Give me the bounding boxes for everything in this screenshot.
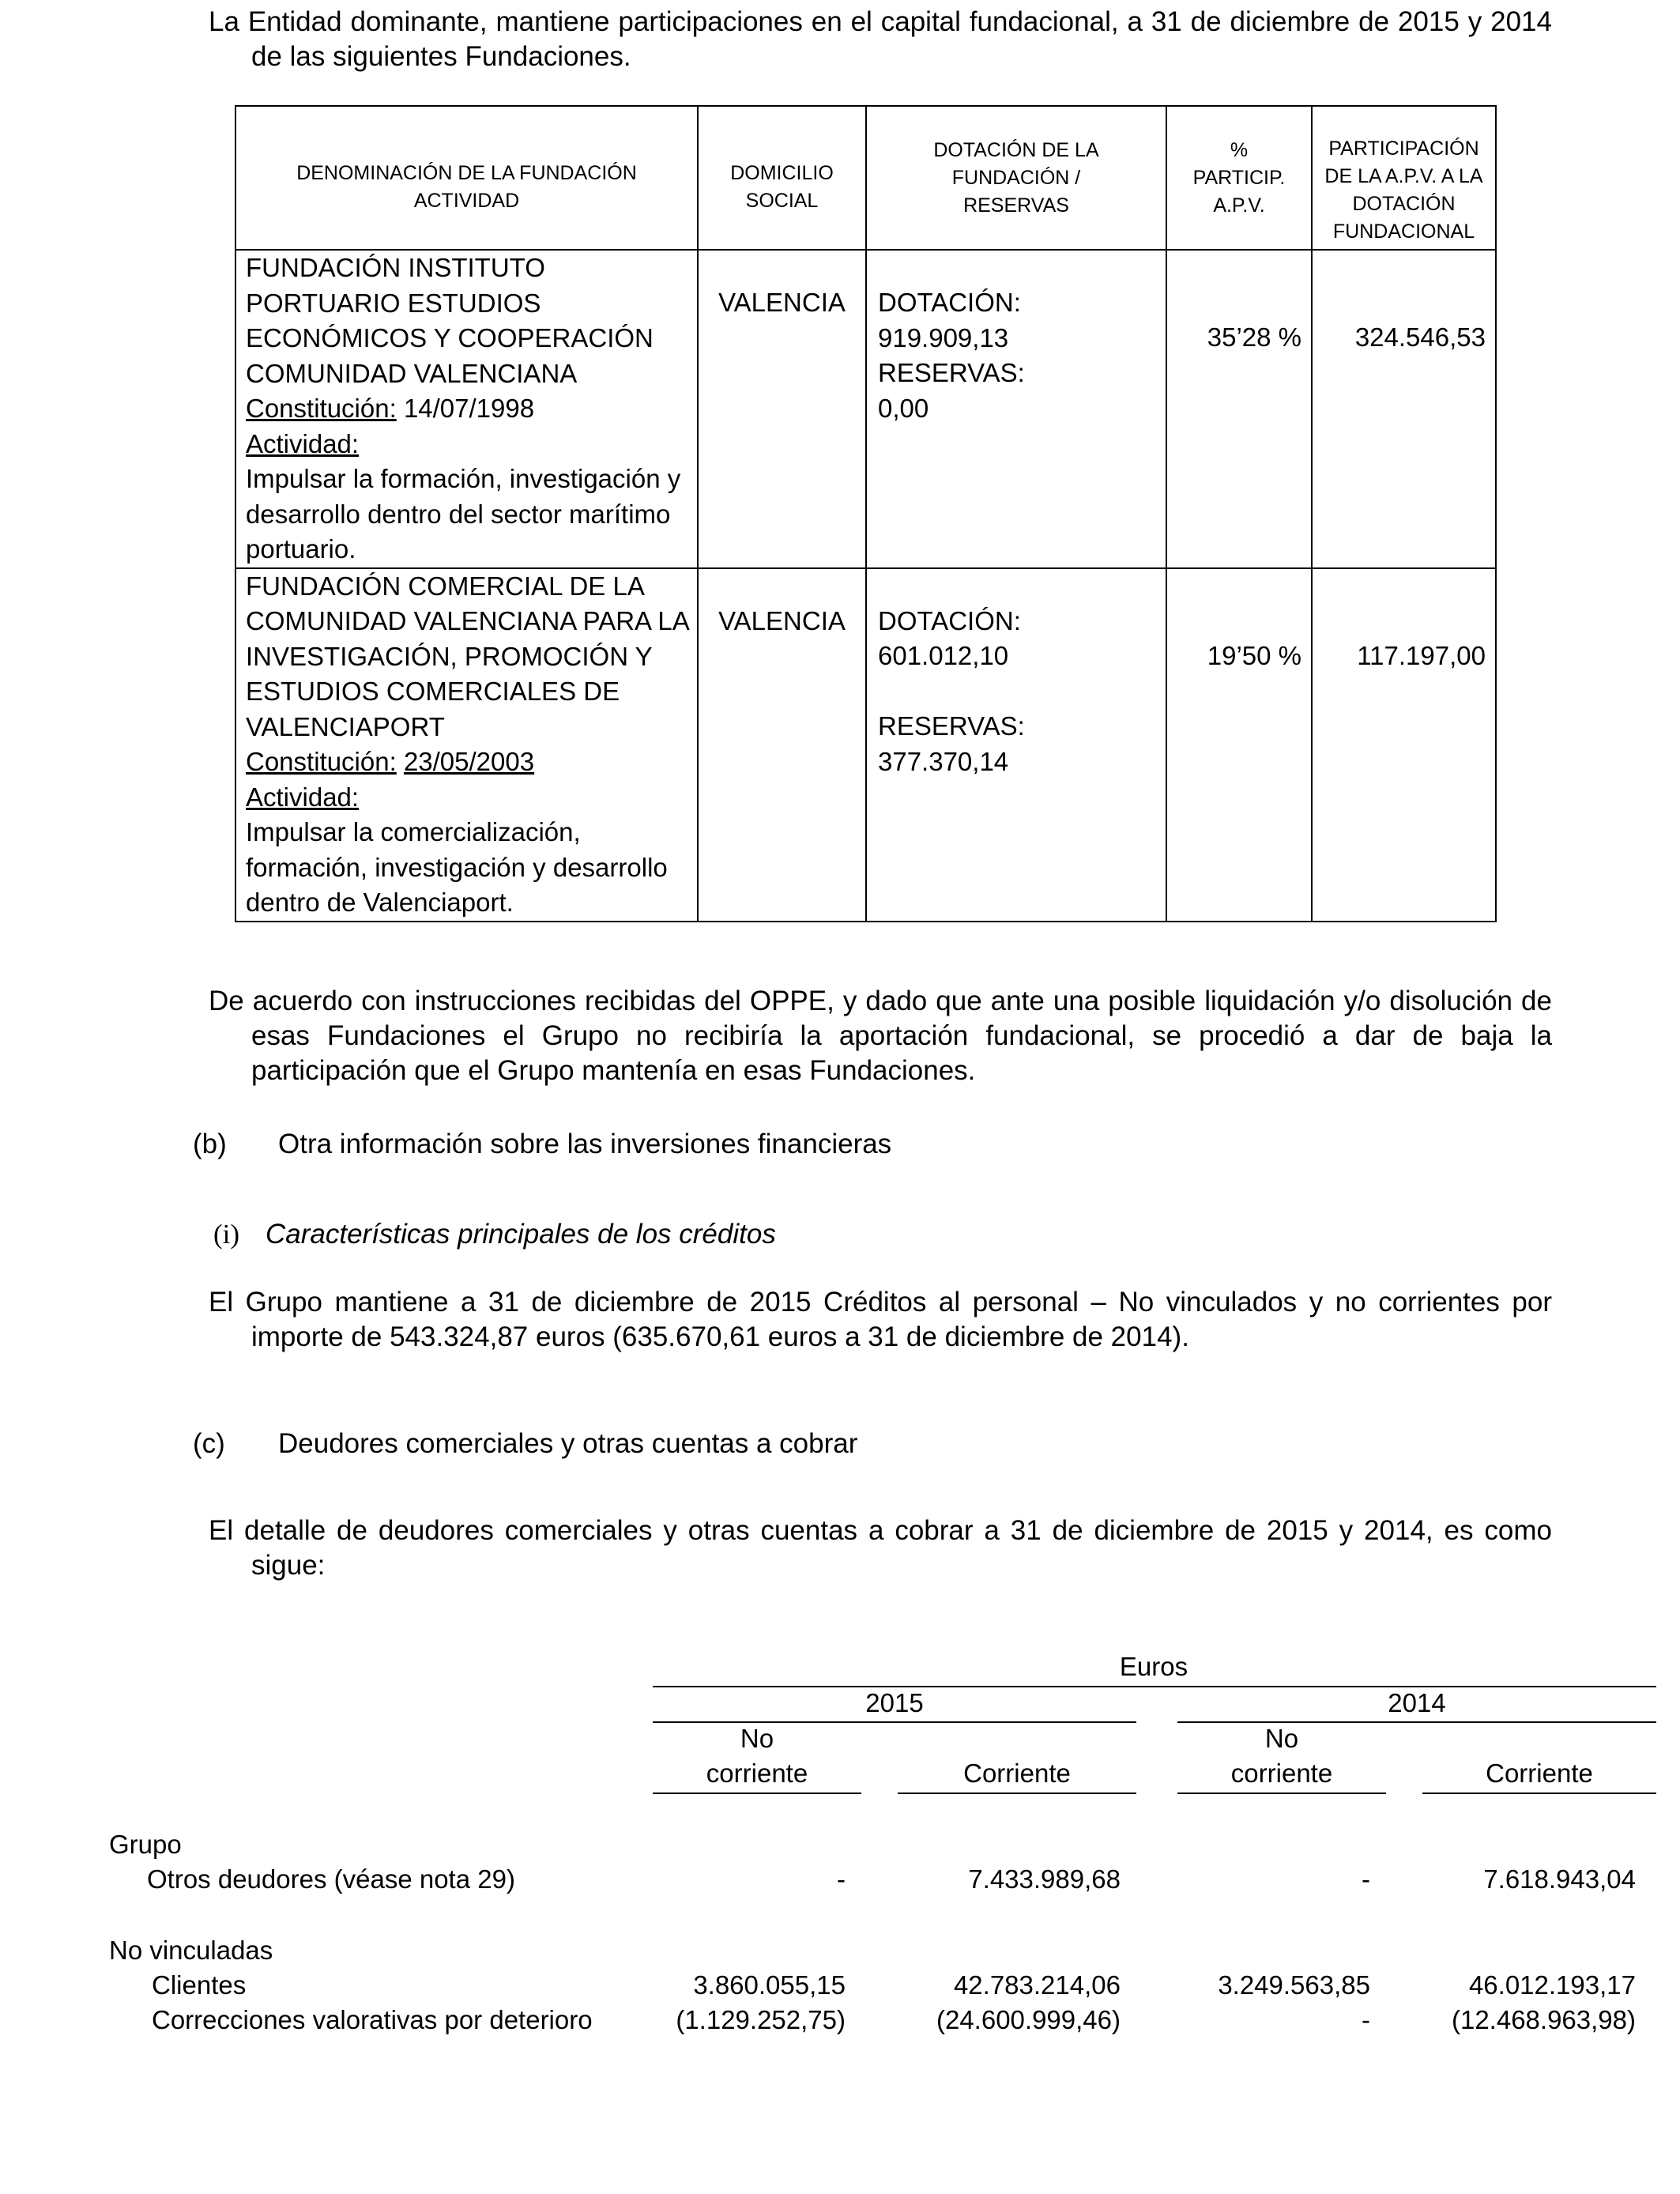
participation-cell: 117.197,00 <box>1312 568 1496 922</box>
activity-text: Impulsar la comercialización, formación, investigación y desarrollo dentro de Valenciaport. <box>246 817 668 917</box>
reserves-label: RESERVAS: <box>878 358 1025 387</box>
row-label: Otros deudores (véase nota 29) <box>147 1864 515 1894</box>
subsection-i-title: Características principales de los créditos <box>266 1219 776 1250</box>
reserves-value: 377.370,14 <box>878 746 1009 776</box>
header-participation: PARTICIPACIÓN DE LA A.P.V. A LA DOTACIÓN FUNDACIONAL <box>1312 106 1496 250</box>
participation-cell: 324.546,53 <box>1312 250 1496 568</box>
col-rule <box>1422 1793 1656 1794</box>
cell-2015-c: (24.600.999,46) <box>936 2005 1121 2034</box>
foundations-header-row <box>235 106 1496 250</box>
domicile-cell: VALENCIA <box>698 250 866 568</box>
dotation-value: 919.909,13 <box>878 322 1009 352</box>
col-2015-corriente: Corriente <box>963 1759 1071 1788</box>
section-c-label: (c) <box>193 1428 225 1459</box>
section-b-title: Otra información sobre las inversiones financieras <box>278 1129 892 1159</box>
dotation-cell <box>866 250 1166 568</box>
intro-paragraph: La Entidad dominante, mantiene participaciones en el capital fundacional, a 31 de diciembre de 2015 y 2014 de las siguientes Fundaciones. <box>209 6 1552 72</box>
col-2014-nc-line2: corriente <box>1230 1759 1333 1788</box>
activity-label: Actividad: <box>246 428 360 458</box>
group-label: No vinculadas <box>109 1936 273 1965</box>
foundation-name: FUNDACIÓN INSTITUTO PORTUARIO ESTUDIOS ECONÓMICOS Y COOPERACIÓN COMUNIDAD VALENCIANA <box>246 253 654 388</box>
col-2014-corriente: Corriente <box>1486 1759 1593 1788</box>
activity-label: Actividad: <box>246 782 360 812</box>
constitution-label: Constitución: <box>246 394 397 423</box>
cell-2014-nc: 3.249.563,85 <box>1218 1970 1370 2000</box>
header-percent: % PARTICIP. A.P.V. <box>1166 106 1312 250</box>
col-rule <box>1177 1793 1386 1794</box>
year-2014-header: 2014 <box>1388 1688 1446 1717</box>
cell-2014-c: 7.618.943,04 <box>1483 1864 1636 1894</box>
domicile-cell: VALENCIA <box>698 568 866 922</box>
reserves-value: 0,00 <box>878 393 929 423</box>
constitution-date: 14/07/1998 <box>403 394 535 423</box>
oppe-paragraph: De acuerdo con instrucciones recibidas del OPPE, y dado que ante una posible liquidación y/o disolución de esas Fundaciones el Grupo no recibiría la aportación fundacional, se procedió a dar de baja la participación que el Grupo mantenía en esas Fundaciones. <box>209 986 1552 1086</box>
dotation-cell <box>866 568 1166 922</box>
activity-text: Impulsar la formación, investigación y desarrollo dentro del sector marítimo portuario. <box>246 464 681 564</box>
credits-paragraph: El Grupo mantiene a 31 de diciembre de 2015 Créditos al personal – No vinculados y no corrientes por importe de 543.324,87 euros (635.670,61 euros a 31 de diciembre de 2014). <box>209 1287 1552 1352</box>
year-2015-header: 2015 <box>865 1688 924 1717</box>
reserves-label: RESERVAS: <box>878 711 1025 741</box>
cell-2015-c: 42.783.214,06 <box>953 1970 1121 2000</box>
subsection-i-label: (i) <box>213 1219 240 1250</box>
percent-cell: 35’28 % <box>1166 250 1312 568</box>
foundation-name: FUNDACIÓN COMERCIAL DE LA COMUNIDAD VALENCIANA PARA LA INVESTIGACIÓN, PROMOCIÓN Y ESTUDIOS COMERCIALES DE VALENCIAPORT <box>246 571 688 741</box>
cell-2015-c: 7.433.989,68 <box>968 1864 1121 1894</box>
section-c-title: Deudores comerciales y otras cuentas a cobrar <box>278 1428 858 1459</box>
cell-2014-nc: - <box>1362 2005 1370 2034</box>
header-dotation: DOTACIÓN DE LA FUNDACIÓN / RESERVAS <box>866 106 1166 250</box>
cell-2014-nc: - <box>1362 1864 1370 1894</box>
col-2014-nc-line1: No <box>1264 1724 1299 1753</box>
currency-header: Euros <box>1119 1652 1188 1681</box>
cell-2014-c: 46.012.193,17 <box>1468 1970 1636 2000</box>
detail-paragraph: El detalle de deudores comerciales y otras cuentas a cobrar a 31 de diciembre de 2015 y 2014, es como sigue: <box>209 1515 1552 1581</box>
constitution-label: Constitución: <box>246 747 397 776</box>
dotation-label: DOTACIÓN: <box>878 288 1021 317</box>
col-2015-nc-line2: corriente <box>706 1759 808 1788</box>
foundation-row <box>235 568 1496 922</box>
foundations-table <box>235 105 1497 922</box>
col-rule <box>898 1793 1136 1794</box>
row-label: Clientes <box>152 1970 247 2000</box>
foundation-name-cell <box>235 568 698 922</box>
row-label: Correcciones valorativas por deterioro <box>152 2005 593 2034</box>
constitution-date: 23/05/2003 <box>403 747 535 776</box>
cell-2015-nc: - <box>837 1864 846 1894</box>
header-domicile: DOMICILIO SOCIAL <box>698 106 866 250</box>
dotation-value: 601.012,10 <box>878 641 1009 670</box>
cell-2015-nc: 3.860.055,15 <box>693 1970 846 2000</box>
col-2015-nc-line1: No <box>740 1724 774 1753</box>
cell-2014-c: (12.468.963,98) <box>1451 2005 1636 2034</box>
dotation-label: DOTACIÓN: <box>878 605 1021 635</box>
header-denomination: DENOMINACIÓN DE LA FUNDACIÓN ACTIVIDAD <box>235 106 698 250</box>
foundation-name-cell <box>235 250 698 568</box>
section-b-label: (b) <box>193 1129 227 1159</box>
foundation-row <box>235 250 1496 568</box>
percent-cell: 19’50 % <box>1166 568 1312 922</box>
group-label: Grupo <box>109 1830 182 1859</box>
cell-2015-nc: (1.129.252,75) <box>676 2005 846 2034</box>
col-rule <box>653 1793 861 1794</box>
